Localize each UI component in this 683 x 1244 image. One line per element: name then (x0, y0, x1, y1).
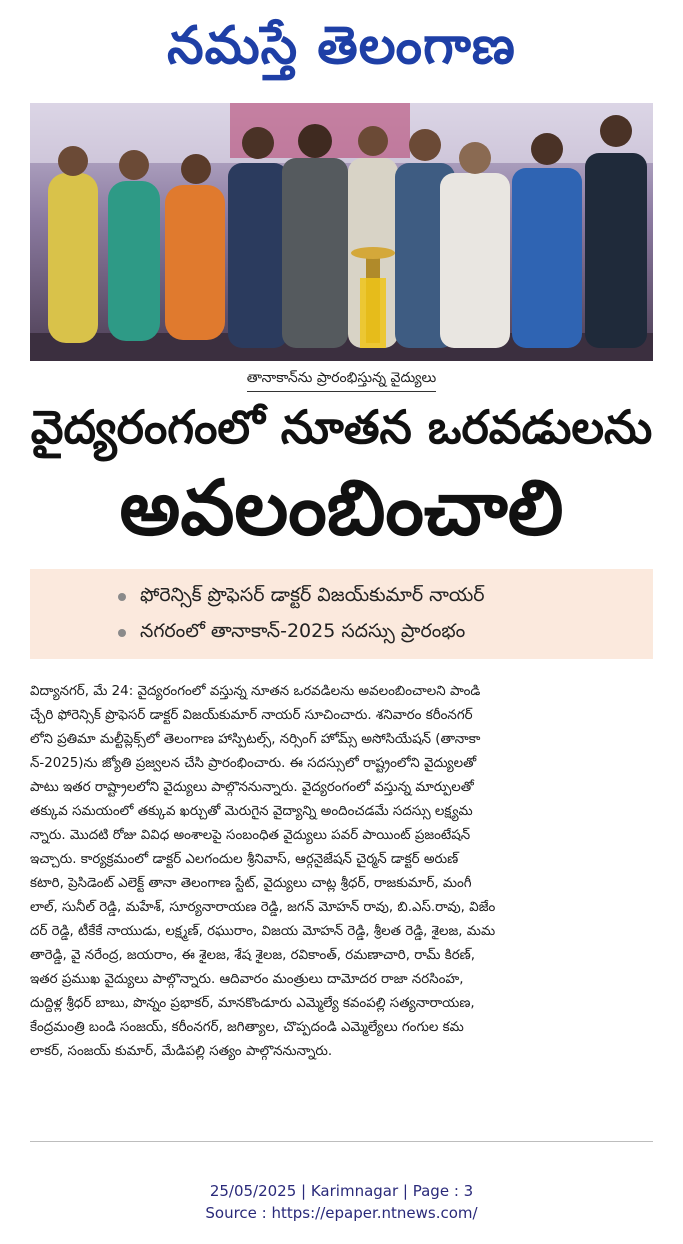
headline-text: అవలంబించాలి (119, 463, 564, 552)
bullet-icon (118, 593, 126, 601)
masthead (0, 0, 683, 92)
photo-caption-text: తానాకాన్‌ను ప్రారంభిస్తున్న వైద్యులు (247, 370, 437, 392)
newspaper-title: నమస్తే తెలంగాణ (167, 15, 516, 76)
article-line: దర్ రెడ్డి, టీకేకే నాయుడు, లక్ష్మణ్, రఘురాం, విజయ మోహన్ రెడ్డి, శ్రీలత రెడ్డి, శైలజ, మమ (30, 924, 496, 939)
headline-line-2 (0, 463, 683, 552)
headline-line-1 (0, 400, 683, 454)
article-line: విద్యానగర్, మే 24: వైద్యరంగంలో వస్తున్న నూతన ఒరవడిలను అవలంబించాలని పాండి (30, 684, 481, 699)
article-line: ఇచ్చారు. కార్యక్రమంలో డాక్టర్ ఎలగందుల శ్రీనివాస్, ఆర్గనైజేషన్ చైర్మన్ డాక్టర్ అరుణ్ (30, 852, 459, 867)
highlights-box (30, 569, 653, 659)
highlight-item (118, 615, 653, 651)
article-line: ఇతర ప్రముఖ వైద్యులు పాల్గొన్నారు. ఆదివారం మంత్రులు దామోదర రాజా నరసింహ, (30, 972, 464, 987)
divider (30, 1141, 653, 1142)
highlight-text: నగరంలో తానాకాన్-2025 సదస్సు ప్రారంభం (140, 619, 466, 642)
lamp-lighting-photo (30, 103, 653, 361)
highlight-text: ఫోరెన్సిక్ ప్రొఫెసర్ డాక్టర్ విజయ్‌కుమార్ నాయర్ (140, 583, 485, 606)
footer-edition-info: 25/05/2025 | Karimnagar | Page : 3 (209, 1182, 474, 1200)
highlight-item (118, 579, 653, 615)
footer (0, 1180, 683, 1224)
bullet-icon (118, 629, 126, 637)
article-line: లాల్, సునీల్ రెడ్డి, మహేశ్, సూర్యనారాయణ రెడ్డి, జగన్ మోహన్ రావు, బి.ఎస్.రావు, విజేం (30, 900, 496, 915)
article-line: కేంద్రమంత్రి బండి సంజయ్, కరీంనగర్, జగిత్యాల, చొప్పదండి ఎమ్మెల్యేలు గంగుల కమ (30, 1020, 464, 1035)
article-line: దుద్దిళ్ల శ్రీధర్ బాబు, పొన్నం ప్రభాకర్, మానకొండూరు ఎమ్మెల్యే కవంపల్లి సత్యనారాయణ, (30, 996, 475, 1011)
article-line: చ్చేరి ఫోరెన్సిక్ ప్రొఫెసర్ డాక్టర్ విజయ్‌కుమార్ నాయర్ సూచించారు. శనివారం కరీంనగర్ (30, 708, 473, 723)
footer-source[interactable]: Source : https://epaper.ntnews.com/ (205, 1204, 478, 1222)
photo-caption (0, 367, 683, 392)
article-body (30, 680, 653, 1064)
article-line: లాకర్, సంజయ్ కుమార్, మేడిపల్లి సత్యం పాల్గొననున్నారు. (30, 1044, 333, 1059)
article-line: తారెడ్డి, వై నరేంద్ర, జయరాం, ఈ శైలజ, శేష శైలజ, రవికాంత్, రమణాచారి, రామ్ కిరణ్, (30, 948, 475, 963)
headline-text: వైద్యరంగంలో నూతన ఒరవడులను (30, 400, 653, 454)
article-line: న్నారు. మొదటి రోజు వివిధ అంశాలపై సంబంధిత వైద్యులు పవర్ పాయింట్ ప్రజంటేషన్ (30, 828, 471, 843)
article-line: పాటు ఇతర రాష్ట్రాలలోని వైద్యులు పాల్గొననున్నారు. వైద్యరంగంలో వస్తున్న మార్పులతో (30, 780, 474, 795)
article-line: లోని ప్రతిమా మల్టీప్లెక్స్‌లో తెలంగాణ హాస్పిటల్స్, నర్సింగ్ హోమ్స్ అసోసియేషన్ (తానాకా (30, 732, 481, 747)
article-line: కటారి, ప్రెసిడెంట్ ఎలెక్ట్ తానా తెలంగాణ స్టేట్, వైద్యులు చాట్ల శ్రీధర్, రాజకుమార్, మంగీ (30, 876, 472, 891)
article-line: న్-2025)ను జ్యోతి ప్రజ్వలన చేసి ప్రారంభించారు. ఈ సదస్సులో రాష్ట్రంలోని వైద్యులతో (30, 756, 477, 771)
article-line: తక్కువ సమయంలో తక్కువ ఖర్చుతో మెరుగైన వైద్యాన్ని అందించడమే సదస్సు లక్ష్యమ (30, 804, 473, 819)
news-photo (30, 103, 653, 361)
